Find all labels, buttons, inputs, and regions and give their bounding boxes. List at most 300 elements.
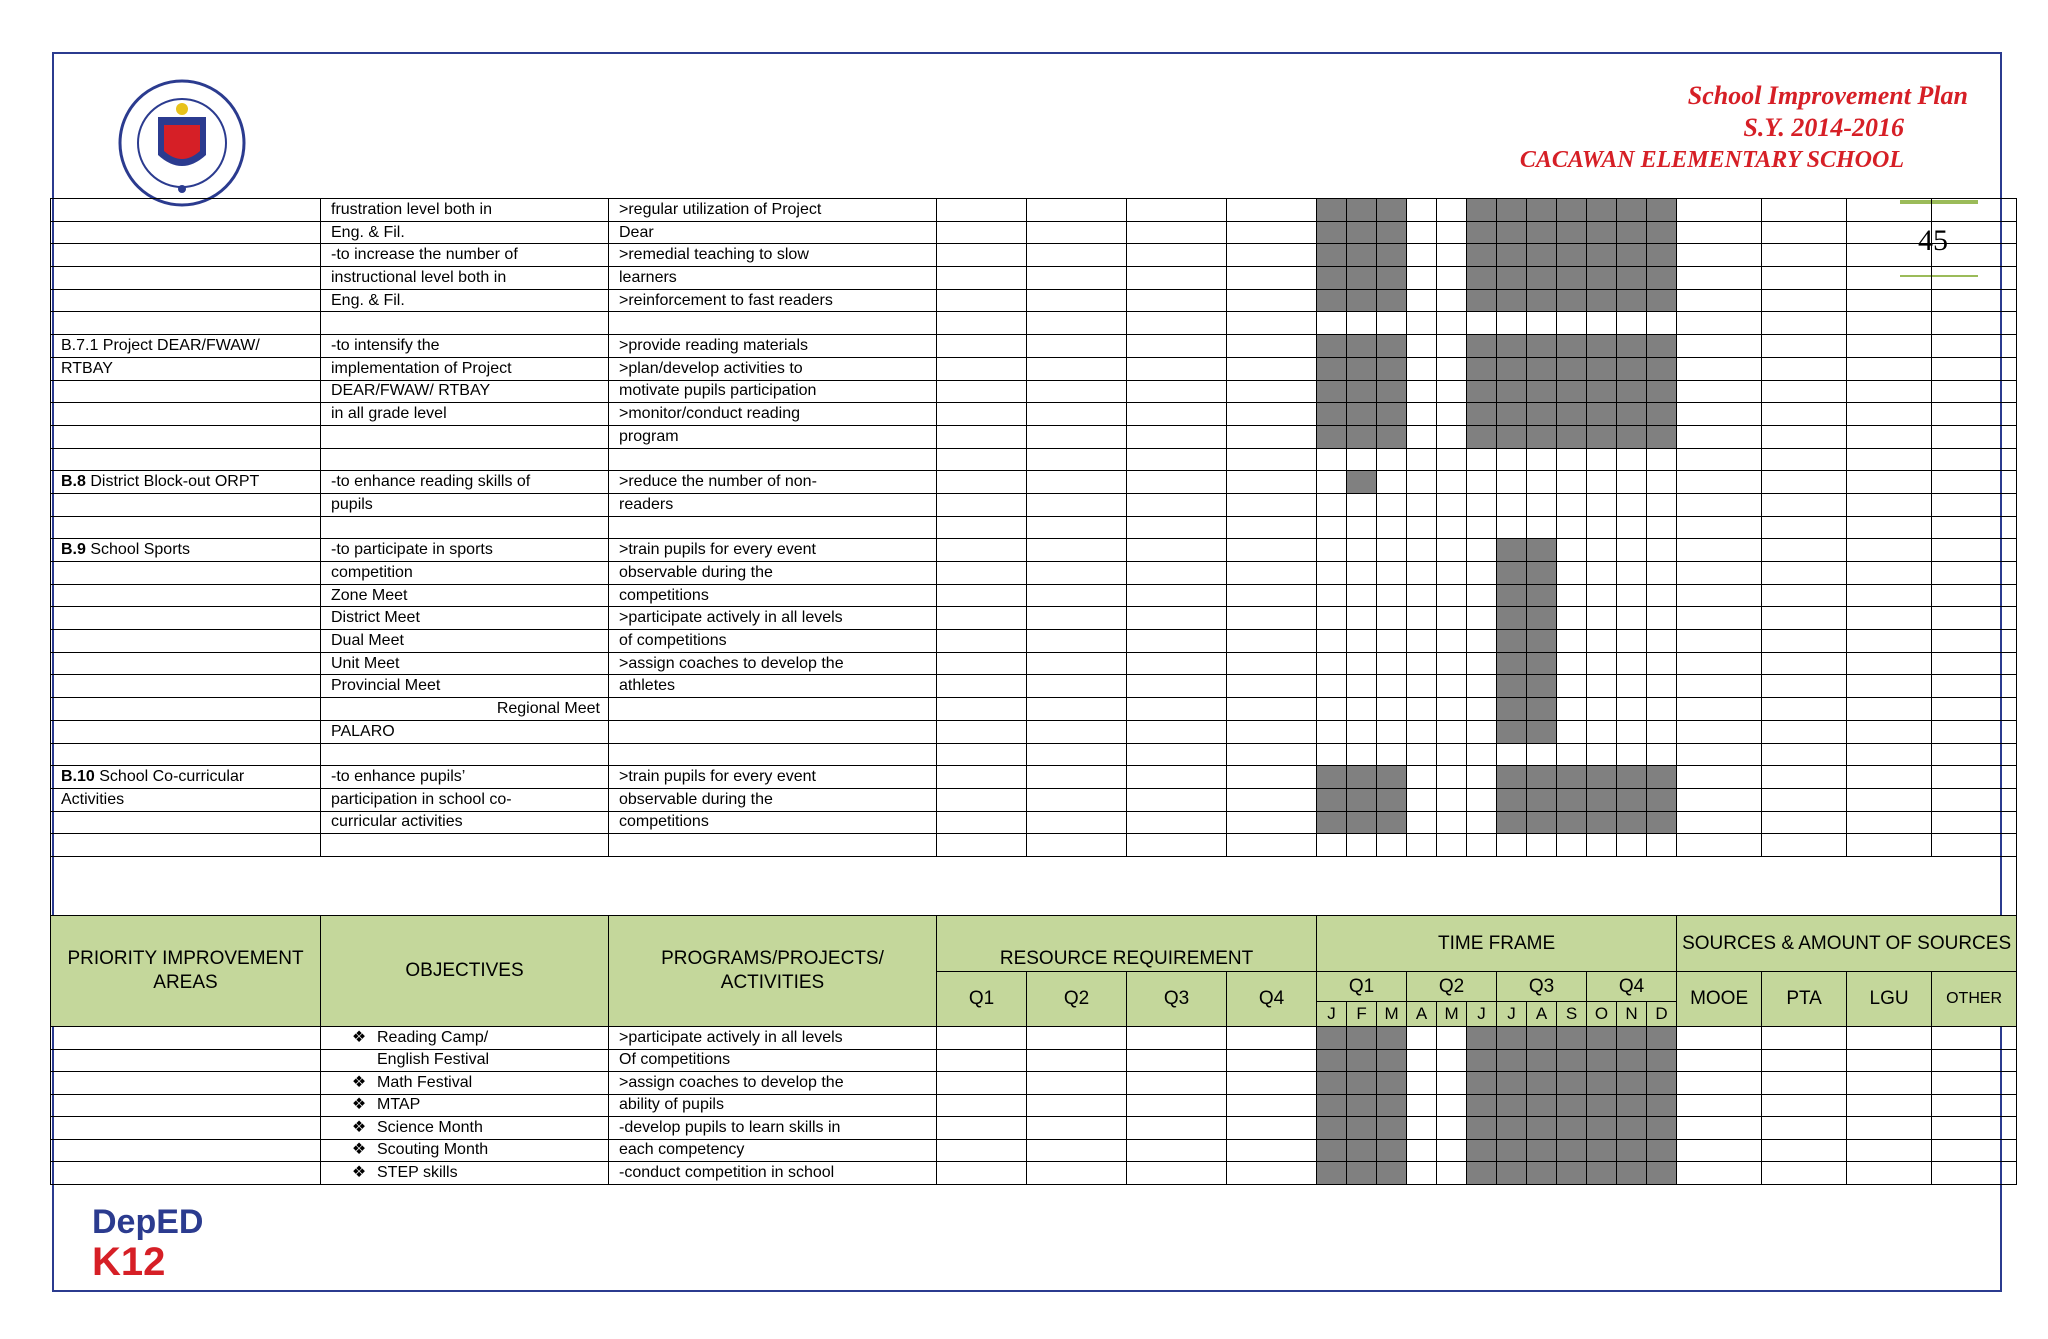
month-cell (1467, 357, 1497, 380)
month-cell (1437, 335, 1467, 358)
month-cell (1437, 675, 1467, 698)
month-cell (1407, 607, 1437, 630)
month-cell (1587, 516, 1617, 539)
priority-area-cell (51, 244, 321, 267)
resource-cell (1127, 357, 1227, 380)
resource-cell (1227, 720, 1317, 743)
source-cell (1762, 493, 1847, 516)
objective-cell: frustration level both in (321, 199, 609, 222)
month-cell (1407, 221, 1437, 244)
month-cell (1497, 675, 1527, 698)
priority-area-code: B.8 (61, 473, 86, 491)
month-cell (1557, 516, 1587, 539)
month-cell (1347, 516, 1377, 539)
deped-logo-text: DepED (92, 1203, 204, 1241)
month-cell (1377, 652, 1407, 675)
month-cell (1317, 1117, 1347, 1140)
objective-cell: Unit Meet (321, 652, 609, 675)
month-cell (1557, 1139, 1587, 1162)
month-cell (1317, 743, 1347, 766)
month-cell (1587, 1117, 1617, 1140)
month-cell (1587, 221, 1617, 244)
source-cell (1847, 743, 1932, 766)
month-cell (1647, 425, 1677, 448)
month-cell (1407, 539, 1437, 562)
source-cell (1677, 516, 1762, 539)
source-cell (1932, 675, 2017, 698)
source-cell (1932, 652, 2017, 675)
priority-area-cell (51, 380, 321, 403)
table-row (51, 720, 2017, 743)
month-cell (1377, 698, 1407, 721)
month-cell (1437, 425, 1467, 448)
month-cell (1647, 562, 1677, 585)
month-cell (1647, 516, 1677, 539)
month-cell (1647, 766, 1677, 789)
deped-k12-logo (88, 1195, 228, 1279)
objective-cell: PALARO (321, 720, 609, 743)
objective-cell: Eng. & Fil. (321, 221, 609, 244)
objective-cell (321, 834, 609, 857)
month-cell (1557, 1162, 1587, 1185)
resource-cell (1027, 380, 1127, 403)
month-cell (1527, 834, 1557, 857)
month-cell (1377, 221, 1407, 244)
month-cell (1347, 630, 1377, 653)
priority-area-cell (51, 471, 321, 494)
month-cell (1557, 607, 1587, 630)
resource-cell (1027, 244, 1127, 267)
month-cell (1587, 1049, 1617, 1072)
priority-area-cell (51, 562, 321, 585)
month-cell (1437, 516, 1467, 539)
program-cell: >remedial teaching to slow (609, 244, 937, 267)
resource-cell (937, 630, 1027, 653)
month-cell (1527, 1049, 1557, 1072)
source-cell (1677, 720, 1762, 743)
resource-cell (937, 766, 1027, 789)
month-cell (1407, 811, 1437, 834)
resource-cell (1127, 448, 1227, 471)
month-cell (1647, 199, 1677, 222)
header-mooe: MOOE (1677, 972, 1762, 1027)
source-cell (1762, 1139, 1847, 1162)
month-cell (1317, 766, 1347, 789)
objective-cell: competition (321, 562, 609, 585)
objective-cell (321, 312, 609, 335)
month-cell (1437, 562, 1467, 585)
month-cell (1557, 630, 1587, 653)
month-cell (1407, 199, 1437, 222)
resource-cell (1227, 766, 1317, 789)
month-cell (1617, 357, 1647, 380)
month-cell (1467, 811, 1497, 834)
month-cell (1467, 380, 1497, 403)
month-cell (1317, 380, 1347, 403)
month-cell (1467, 471, 1497, 494)
resource-cell (937, 1027, 1027, 1050)
month-cell (1497, 380, 1527, 403)
month-cell (1437, 1049, 1467, 1072)
objective-cell: -to increase the number of (321, 244, 609, 267)
month-cell (1407, 1049, 1437, 1072)
resource-cell (1227, 199, 1317, 222)
header-time-q2: Q2 (1407, 972, 1497, 1002)
table-row (51, 357, 2017, 380)
resource-cell (1127, 766, 1227, 789)
resource-cell (1027, 493, 1127, 516)
source-cell (1932, 698, 2017, 721)
month-cell (1347, 289, 1377, 312)
source-cell (1932, 380, 2017, 403)
source-cell (1677, 834, 1762, 857)
program-cell: competitions (609, 811, 937, 834)
month-cell (1407, 267, 1437, 290)
month-cell (1317, 493, 1347, 516)
source-cell (1762, 788, 1847, 811)
month-cell (1527, 1162, 1557, 1185)
source-cell (1762, 584, 1847, 607)
month-cell (1377, 267, 1407, 290)
month-cell (1407, 720, 1437, 743)
month-cell (1497, 448, 1527, 471)
source-cell (1762, 698, 1847, 721)
priority-area-cell (51, 539, 321, 562)
month-cell (1467, 312, 1497, 335)
month-cell (1377, 766, 1407, 789)
month-cell (1587, 584, 1617, 607)
resource-cell (1227, 244, 1317, 267)
resource-cell (1227, 698, 1317, 721)
month-cell (1467, 425, 1497, 448)
month-cell (1347, 766, 1377, 789)
header-resource-q2: Q2 (1027, 972, 1127, 1027)
month-cell (1587, 403, 1617, 426)
resource-cell (1027, 267, 1127, 290)
month-cell (1437, 471, 1467, 494)
priority-area-cell (51, 1049, 321, 1072)
month-cell (1497, 652, 1527, 675)
resource-cell (1027, 357, 1127, 380)
month-cell (1437, 539, 1467, 562)
month-cell (1497, 788, 1527, 811)
resource-cell (1127, 720, 1227, 743)
program-cell: >provide reading materials (609, 335, 937, 358)
month-cell (1437, 652, 1467, 675)
table-row (51, 743, 2017, 766)
month-cell (1347, 1117, 1377, 1140)
program-cell: >reinforcement to fast readers (609, 289, 937, 312)
source-cell (1847, 448, 1932, 471)
resource-cell (937, 289, 1027, 312)
resource-cell (937, 380, 1027, 403)
objective-cell (321, 1139, 609, 1162)
month-cell (1617, 403, 1647, 426)
source-cell (1847, 584, 1932, 607)
month-cell (1527, 267, 1557, 290)
resource-cell (937, 471, 1027, 494)
resource-cell (1027, 1117, 1127, 1140)
source-cell (1847, 698, 1932, 721)
header-programs: PROGRAMS/PROJECTS/ ACTIVITIES (609, 916, 937, 1027)
month-cell (1347, 471, 1377, 494)
resource-cell (1127, 1072, 1227, 1095)
month-cell (1347, 493, 1377, 516)
month-cell (1647, 607, 1677, 630)
month-cell (1317, 1027, 1347, 1050)
resource-cell (1227, 675, 1317, 698)
month-cell (1587, 289, 1617, 312)
source-cell (1847, 425, 1932, 448)
table-row (51, 1117, 2017, 1140)
month-cell (1557, 1072, 1587, 1095)
month-cell (1437, 698, 1467, 721)
program-cell: Of competitions (609, 1049, 937, 1072)
resource-cell (1227, 834, 1317, 857)
month-cell (1317, 289, 1347, 312)
month-cell (1377, 607, 1407, 630)
resource-cell (1127, 607, 1227, 630)
month-cell (1437, 630, 1467, 653)
header-month: S (1557, 1002, 1587, 1027)
source-cell (1847, 1162, 1932, 1185)
objective-cell: -to enhance reading skills of (321, 471, 609, 494)
month-cell (1527, 584, 1557, 607)
source-cell (1677, 607, 1762, 630)
month-cell (1347, 312, 1377, 335)
table-row (51, 199, 2017, 222)
table-row (51, 1162, 2017, 1185)
resource-cell (1127, 199, 1227, 222)
month-cell (1407, 743, 1437, 766)
month-cell (1557, 766, 1587, 789)
source-cell (1932, 539, 2017, 562)
month-cell (1407, 1027, 1437, 1050)
month-cell (1617, 834, 1647, 857)
month-cell (1557, 335, 1587, 358)
month-cell (1497, 607, 1527, 630)
priority-area-cell (51, 1117, 321, 1140)
month-cell (1347, 652, 1377, 675)
priority-area-cell (51, 675, 321, 698)
header-time-q4: Q4 (1587, 972, 1677, 1002)
month-cell (1527, 1139, 1557, 1162)
resource-cell (1227, 425, 1317, 448)
resource-cell (937, 698, 1027, 721)
resource-cell (1127, 1049, 1227, 1072)
month-cell (1527, 539, 1557, 562)
table-row (51, 698, 2017, 721)
header-sources: SOURCES & AMOUNT OF SOURCES (1677, 916, 2017, 972)
month-cell (1317, 199, 1347, 222)
program-cell: learners (609, 267, 937, 290)
month-cell (1587, 743, 1617, 766)
priority-area-text: B.7.1 Project DEAR/FWAW/ (61, 336, 260, 354)
program-cell: competitions (609, 584, 937, 607)
month-cell (1467, 448, 1497, 471)
month-cell (1407, 675, 1437, 698)
month-cell (1407, 652, 1437, 675)
month-cell (1557, 834, 1587, 857)
month-cell (1467, 630, 1497, 653)
month-cell (1467, 766, 1497, 789)
header-month: M (1377, 1002, 1407, 1027)
month-cell (1587, 630, 1617, 653)
source-cell (1762, 1027, 1847, 1050)
source-cell (1847, 221, 1932, 244)
month-cell (1557, 584, 1587, 607)
source-cell (1762, 289, 1847, 312)
month-cell (1497, 1117, 1527, 1140)
month-cell (1527, 448, 1557, 471)
month-cell (1527, 743, 1557, 766)
resource-cell (1127, 267, 1227, 290)
priority-area-cell (51, 493, 321, 516)
month-cell (1527, 652, 1557, 675)
source-cell (1677, 766, 1762, 789)
objective-text: Scouting Month (377, 1141, 489, 1159)
objective-cell: District Meet (321, 607, 609, 630)
month-cell (1347, 244, 1377, 267)
month-cell (1647, 471, 1677, 494)
objective-cell: -to intensify the (321, 335, 609, 358)
month-cell (1617, 562, 1647, 585)
header-month: J (1467, 1002, 1497, 1027)
month-cell (1527, 199, 1557, 222)
month-cell (1467, 221, 1497, 244)
source-cell (1847, 675, 1932, 698)
source-cell (1932, 584, 2017, 607)
table-row (51, 493, 2017, 516)
month-cell (1317, 312, 1347, 335)
objective-text: STEP skills (377, 1163, 458, 1181)
resource-cell (1127, 335, 1227, 358)
month-cell (1587, 199, 1617, 222)
month-cell (1407, 425, 1437, 448)
resource-cell (937, 811, 1027, 834)
program-cell: >train pupils for every event (609, 766, 937, 789)
source-cell (1762, 834, 1847, 857)
month-cell (1467, 1162, 1497, 1185)
month-cell (1647, 335, 1677, 358)
source-cell (1932, 403, 2017, 426)
source-cell (1847, 788, 1932, 811)
month-cell (1377, 380, 1407, 403)
month-cell (1587, 834, 1617, 857)
month-cell (1527, 766, 1557, 789)
month-cell (1467, 1094, 1497, 1117)
source-cell (1762, 221, 1847, 244)
source-cell (1762, 1162, 1847, 1185)
month-cell (1467, 289, 1497, 312)
source-cell (1847, 312, 1932, 335)
spacer-cell (51, 856, 2017, 918)
month-cell (1407, 834, 1437, 857)
table-row (51, 584, 2017, 607)
resource-cell (937, 1049, 1027, 1072)
header-month: M (1437, 1002, 1467, 1027)
source-cell (1847, 516, 1932, 539)
month-cell (1377, 312, 1407, 335)
month-cell (1557, 720, 1587, 743)
month-cell (1347, 1072, 1377, 1095)
month-cell (1497, 743, 1527, 766)
priority-area-code: B.9 (61, 541, 86, 559)
source-cell (1762, 1094, 1847, 1117)
header-other: OTHER (1932, 972, 2017, 1027)
month-cell (1527, 562, 1557, 585)
month-cell (1647, 675, 1677, 698)
month-cell (1317, 1094, 1347, 1117)
resource-cell (1227, 811, 1317, 834)
priority-area-cell (51, 267, 321, 290)
resource-cell (1027, 221, 1127, 244)
month-cell (1407, 1162, 1437, 1185)
priority-area-cell (51, 357, 321, 380)
month-cell (1527, 493, 1557, 516)
month-cell (1317, 221, 1347, 244)
header-priority-areas: PRIORITY IMPROVEMENT AREAS (51, 916, 321, 1027)
source-cell (1677, 448, 1762, 471)
resource-cell (1027, 743, 1127, 766)
month-cell (1467, 244, 1497, 267)
month-cell (1497, 1072, 1527, 1095)
header-time-q3: Q3 (1497, 972, 1587, 1002)
month-cell (1497, 267, 1527, 290)
school-name: CACAWAN ELEMENTARY SCHOOL (1519, 147, 1904, 173)
table-row (51, 607, 2017, 630)
source-cell (1677, 380, 1762, 403)
month-cell (1557, 493, 1587, 516)
month-cell (1377, 1072, 1407, 1095)
month-cell (1617, 698, 1647, 721)
resource-cell (1027, 1027, 1127, 1050)
objective-text: MTAP (377, 1096, 421, 1114)
source-cell (1847, 380, 1932, 403)
month-cell (1317, 698, 1347, 721)
source-cell (1677, 289, 1762, 312)
month-cell (1347, 1094, 1377, 1117)
program-cell: Dear (609, 221, 937, 244)
resource-cell (1027, 1072, 1127, 1095)
month-cell (1587, 811, 1617, 834)
month-cell (1407, 403, 1437, 426)
source-cell (1762, 267, 1847, 290)
source-cell (1932, 289, 2017, 312)
month-cell (1527, 607, 1557, 630)
month-cell (1647, 1072, 1677, 1095)
month-cell (1377, 1117, 1407, 1140)
month-cell (1437, 312, 1467, 335)
resource-cell (1127, 675, 1227, 698)
month-cell (1377, 199, 1407, 222)
resource-cell (1027, 516, 1127, 539)
table-row (51, 630, 2017, 653)
month-cell (1647, 584, 1677, 607)
month-cell (1467, 1072, 1497, 1095)
month-cell (1647, 289, 1677, 312)
month-cell (1347, 743, 1377, 766)
resource-cell (937, 312, 1027, 335)
resource-cell (937, 403, 1027, 426)
month-cell (1647, 698, 1677, 721)
resource-cell (1027, 403, 1127, 426)
objective-text: English Festival (377, 1051, 490, 1069)
priority-area-cell (51, 766, 321, 789)
month-cell (1497, 562, 1527, 585)
table-row (51, 562, 2017, 585)
month-cell (1647, 1027, 1677, 1050)
